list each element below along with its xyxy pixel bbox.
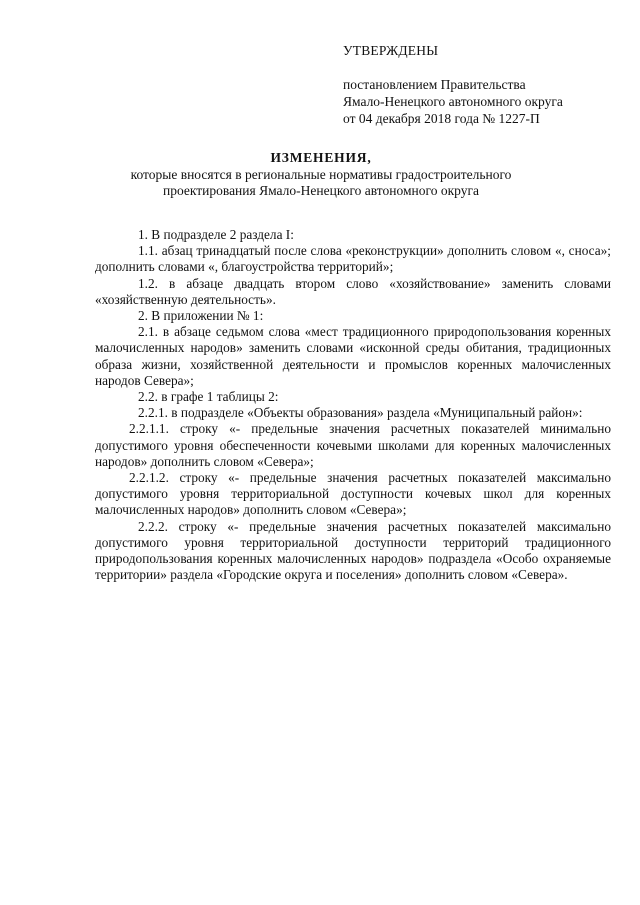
item-2-2: 2.2. в графе 1 таблицы 2:: [138, 389, 279, 405]
approval-line-1: постановлением Правительства: [343, 77, 526, 92]
item-2-2-1-1: 2.2.1.1. строку «- предельные значения расчетных показателей минимально допустимого уровня обеспеченности кочевыми школами для коренных малочисленных народов» дополнить словом «Севера»;: [95, 421, 611, 469]
document-body: [95, 227, 611, 583]
item-1-1: 1.1. абзац тринадцатый после слова «реконструкции» дополнить словом «, сноса»; дополнить словами «, благоустройства территорий»;: [95, 243, 611, 275]
document-subtitle-line-1: которые вносятся в региональные нормативы градостроительного: [130, 166, 512, 182]
document-title: ИЗМЕНЕНИЯ,: [270, 150, 372, 165]
item-1-2: 1.2. в абзаце двадцать втором слово «хозяйствование» заменить словами «хозяйственную деятельность».: [95, 275, 611, 307]
item-2-2-2: 2.2.2. строку «- предельные значения расчетных показателей максимально допустимого уровня территориальной доступности территорий традиционного природопользования коренных малочисленных народов» подраздела «Особо охраняемые территории» раздела «Городские округа и поселения» дополнить словом «Севера».: [95, 518, 611, 583]
document-title-block: [90, 150, 552, 200]
item-2-2-1-2: 2.2.1.2. строку «- предельные значения расчетных показателей максимально допустимого уровня территориальной доступности кочевых школ для коренных малочисленных народов» дополнить словом «Севера»;: [95, 470, 611, 518]
approval-line-3: от 04 декабря 2018 года № 1227-П: [343, 111, 540, 126]
approval-heading: УТВЕРЖДЕНЫ: [343, 43, 439, 58]
item-2: 2. В приложении № 1:: [138, 308, 264, 324]
approval-stamp: [343, 42, 633, 127]
item-2-1: 2.1. в абзаце седьмом слова «мест традиционного природопользования коренных малочисленных народов» заменить словами «исконной среды обитания, традиционных образа жизни, хозяйственной деятельности и промыслов коренных малочисленных народов Севера»;: [95, 324, 611, 388]
document-subtitle-line-2: проектирования Ямало-Ненецкого автономного округа: [162, 183, 479, 198]
approval-line-2: Ямало-Ненецкого автономного округа: [343, 94, 563, 109]
item-2-2-1: 2.2.1. в подразделе «Объекты образования» раздела «Муниципальный район»:: [138, 405, 583, 421]
item-1: 1. В подразделе 2 раздела I:: [138, 227, 294, 242]
